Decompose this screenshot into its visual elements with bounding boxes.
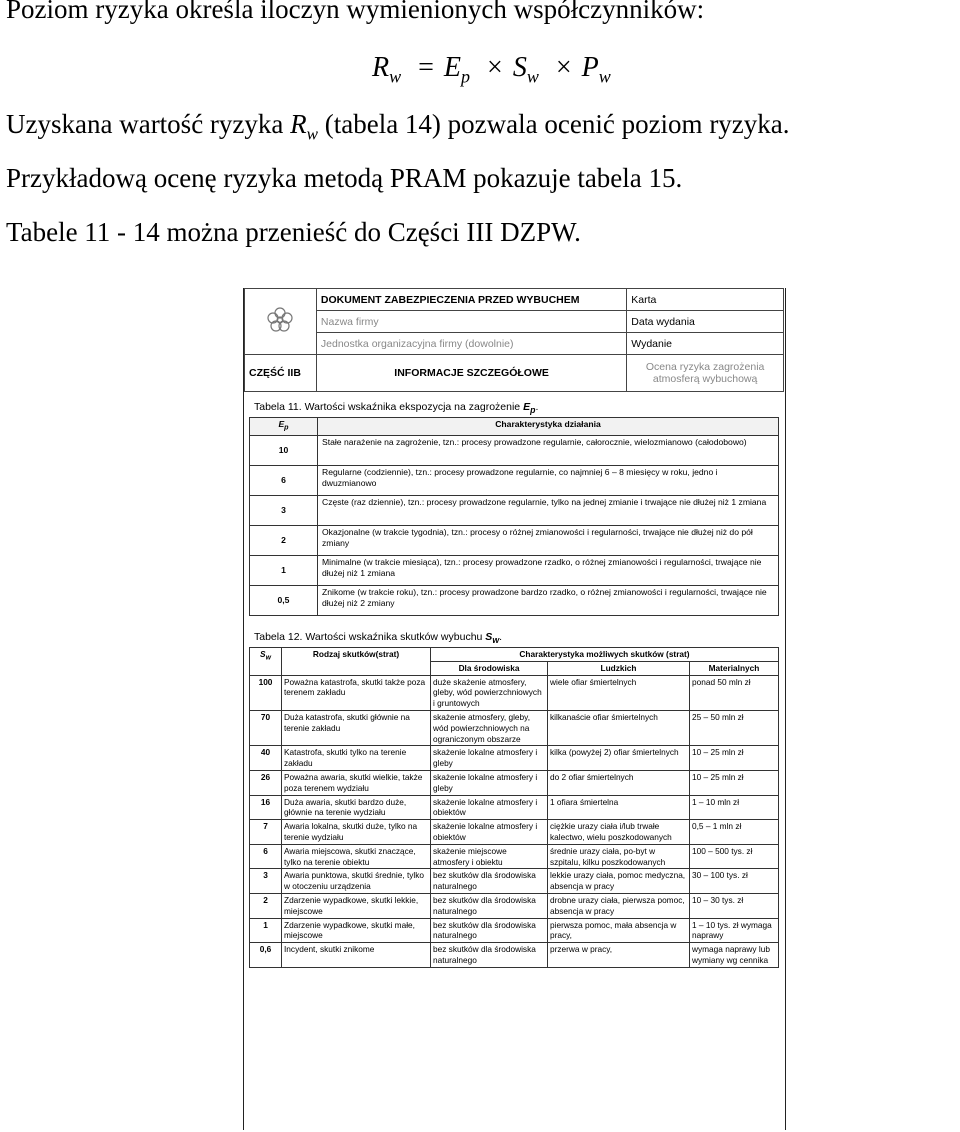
document-title: DOKUMENT ZABEZPIECZENIA PRZED WYBUCHEM [316, 289, 626, 311]
caption-symbol: S [485, 631, 493, 643]
table-header-row [250, 648, 779, 662]
caption-dot: . [499, 631, 503, 643]
environment-effect: skażenie lokalne atmosfery i obiektów [431, 820, 548, 845]
table-row [250, 555, 779, 585]
table11-caption [254, 401, 538, 415]
formula-times: × [487, 52, 503, 83]
rw-symbol: R [290, 109, 307, 139]
col-header-ep [250, 418, 318, 436]
table-row [250, 893, 779, 918]
consequence-kind: Awaria lokalna, skutki duże, tylko na terenie wydziału [282, 820, 431, 845]
caption-dot: . [535, 401, 539, 413]
caption-symbol-sub: p [530, 405, 536, 416]
environment-effect: skażenie miejscowe atmosfery i obiektu [431, 844, 548, 869]
ep-value: 0,5 [250, 585, 318, 615]
ep-description: Znikome (w trakcie roku), tzn.: procesy prowadzone bardzo rzadko, o różnej zmianowości i regularności, trwające nie dłużej niż 2 zmiany [318, 585, 779, 615]
material-effect: ponad 50 mln zł [690, 675, 779, 710]
consequence-kind: Katastrofa, skutki tylko na terenie zakładu [282, 746, 431, 771]
human-effect: lekkie urazy ciała, pomoc medyczna, absencja w pracy [548, 869, 690, 894]
material-effect: 25 – 50 mln zł [690, 710, 779, 745]
paragraph-line: Przykładową ocenę ryzyka metodą PRAM pokazuje tabela 15. [6, 163, 683, 193]
material-effect: 100 – 500 tys. zł [690, 844, 779, 869]
human-effect: do 2 ofiar śmiertelnych [548, 770, 690, 795]
table-header-row [250, 418, 779, 436]
table-row [250, 495, 779, 525]
material-effect: 10 – 25 mln zł [690, 770, 779, 795]
ep-description: Okazjonalne (w trakcie tygodnia), tzn.: procesy o różnej zmianowości i regularności, trwające nie dłużej niż do pół zmiany [318, 525, 779, 555]
company-name-placeholder: Nazwa firmy [316, 311, 626, 333]
risk-formula [372, 52, 611, 88]
material-effect: 1 – 10 mln zł [690, 795, 779, 820]
formula-sw-sub: w [526, 66, 539, 87]
ep-description: Częste (raz dziennie), tzn.: procesy prowadzone regularnie, tylko na jednej zmianie i trwające nie dłużej niż 1 zmiana [318, 495, 779, 525]
sw-value: 1 [250, 918, 282, 943]
table11 [249, 417, 779, 616]
card-label: Karta [627, 289, 784, 311]
formula-rw: R [372, 52, 390, 83]
material-effect: 30 – 100 tys. zł [690, 869, 779, 894]
consequence-kind: Duża katastrofa, skutki głównie na terenie zakładu [282, 710, 431, 745]
paragraph-text: Uzyskana wartość ryzyka [6, 109, 291, 139]
environment-effect: bez skutków dla środowiska naturalnego [431, 893, 548, 918]
consequence-kind: Awaria punktowa, skutki średnie, tylko w otoczeniu urządzenia [282, 869, 431, 894]
material-effect: wymaga naprawy lub wymiany wg cennika [690, 943, 779, 968]
human-effect: drobne urazy ciała, pierwsza pomoc, absencja w pracy [548, 893, 690, 918]
ep-value: 1 [250, 555, 318, 585]
table-row [250, 746, 779, 771]
header-symbol: E [278, 419, 285, 429]
environment-effect: skażenie lokalne atmosfery i gleby [431, 770, 548, 795]
caption-symbol-sub: w [492, 635, 500, 646]
edition-label: Wydanie [627, 333, 784, 355]
scanned-document [243, 288, 786, 1130]
table12 [249, 647, 779, 968]
formula-times: × [555, 52, 572, 83]
ep-description: Stałe narażenie na zagrożenie, tzn.: procesy prowadzone regularnie, całorocznie, wielozmianowo (całodobowo) [318, 435, 779, 465]
table-row [250, 918, 779, 943]
ep-description: Regularne (codziennie), tzn.: procesy prowadzone regularnie, co najmniej 6 – 8 miesięcy w roku, jedno i dwuzmianowo [318, 465, 779, 495]
table-row [250, 675, 779, 710]
document-header [244, 288, 784, 392]
consequence-kind: Zdarzenie wypadkowe, skutki lekkie, miejscowe [282, 893, 431, 918]
paragraph-text: (tabela 14) pozwala ocenić poziom ryzyka. [317, 109, 790, 139]
consequence-kind: Awaria miejscowa, skutki znaczące, tylko na terenie obiektu [282, 844, 431, 869]
environment-effect: skażenie atmosfery, gleby, wód powierzchniowych na ograniczonym obszarze [431, 710, 548, 745]
human-effect: 1 ofiara śmiertelna [548, 795, 690, 820]
consequence-kind: Poważna katastrofa, skutki także poza terenem zakładu [282, 675, 431, 710]
material-effect: 0,5 – 1 mln zł [690, 820, 779, 845]
ep-value: 3 [250, 495, 318, 525]
consequence-kind: Zdarzenie wypadkowe, skutki małe, miejscowe [282, 918, 431, 943]
human-effect: kilkanaście ofiar śmiertelnych [548, 710, 690, 745]
flower-logo-icon [266, 306, 294, 334]
header-symbol-sub: p [284, 423, 289, 432]
material-effect: 10 – 25 mln zł [690, 746, 779, 771]
sw-value: 26 [250, 770, 282, 795]
sw-value: 7 [250, 820, 282, 845]
org-unit-placeholder: Jednostka organizacyjna firmy (dowolnie) [316, 333, 626, 355]
formula-rw-sub: w [389, 66, 402, 87]
issue-date-label: Data wydania [627, 311, 784, 333]
part-label: CZĘŚĆ IIB [245, 355, 317, 392]
table-row [250, 465, 779, 495]
human-effect: kilka (powyżej 2) ofiar śmiertelnych [548, 746, 690, 771]
formula-ep-sub: p [461, 66, 471, 87]
paragraph-line [6, 109, 790, 144]
info-label: INFORMACJE SZCZEGÓŁOWE [316, 355, 626, 392]
formula-pw-sub: w [598, 66, 611, 87]
ep-value: 2 [250, 525, 318, 555]
formula-equals: = [418, 52, 434, 83]
formula-sw: S [512, 52, 527, 83]
sw-value: 100 [250, 675, 282, 710]
environment-effect: skażenie lokalne atmosfery i gleby [431, 746, 548, 771]
table-row [250, 525, 779, 555]
logo [245, 289, 317, 355]
col-header-kind: Rodzaj skutków(strat) [282, 648, 431, 676]
environment-effect: duże skażenie atmosfery, gleby, wód powierzchniowych i gruntowych [431, 675, 548, 710]
table-row [250, 770, 779, 795]
col-header-material: Materialnych [690, 661, 779, 675]
col-header-group: Charakterystyka możliwych skutków (strat) [431, 648, 779, 662]
table-row [250, 710, 779, 745]
rw-symbol-sub: w [306, 124, 318, 144]
human-effect: przerwa w pracy, [548, 943, 690, 968]
intro-text: Poziom ryzyka określa iloczyn wymienionych współczynników: [6, 0, 705, 24]
sw-value: 40 [250, 746, 282, 771]
consequence-kind: Incydent, skutki znikome [282, 943, 431, 968]
table-row [250, 844, 779, 869]
sw-value: 70 [250, 710, 282, 745]
sw-value: 6 [250, 844, 282, 869]
sw-value: 0,6 [250, 943, 282, 968]
table12-caption [254, 631, 502, 645]
ep-value: 10 [250, 435, 318, 465]
human-effect: ciężkie urazy ciała i/lub trwałe kalectwo, wielu poszkodowanych [548, 820, 690, 845]
consequence-kind: Poważna awaria, skutki wielkie, także poza terenem wydziału [282, 770, 431, 795]
material-effect: 10 – 30 tys. zł [690, 893, 779, 918]
sw-value: 2 [250, 893, 282, 918]
environment-effect: bez skutków dla środowiska naturalnego [431, 943, 548, 968]
table-row [250, 435, 779, 465]
table-row [250, 869, 779, 894]
environment-effect: bez skutków dla środowiska naturalnego [431, 869, 548, 894]
material-effect: 1 – 10 tys. zł wymaga naprawy [690, 918, 779, 943]
consequence-kind: Duża awaria, skutki bardzo duże, głównie na terenie wydziału [282, 795, 431, 820]
ep-value: 6 [250, 465, 318, 495]
table-row [250, 820, 779, 845]
table-row [250, 585, 779, 615]
col-header-sw [250, 648, 282, 676]
assessment-label: Ocena ryzyka zagrożenia atmosferą wybuchową [627, 355, 784, 392]
human-effect: średnie urazy ciała, po-byt w szpitalu, kilku poszkodowanych [548, 844, 690, 869]
col-header-desc: Charakterystyka działania [318, 418, 779, 436]
header-symbol-sub: w [265, 654, 271, 662]
caption-text: Tabela 12. Wartości wskaźnika skutków wybuchu [254, 631, 486, 643]
ep-description: Minimalne (w trakcie miesiąca), tzn.: procesy prowadzone rzadko, o różnej zmianowości i regularności, trwające nie dłużej niż 1 zmiana [318, 555, 779, 585]
sw-value: 16 [250, 795, 282, 820]
environment-effect: bez skutków dla środowiska naturalnego [431, 918, 548, 943]
header-symbol: S [260, 649, 266, 659]
human-effect: wiele ofiar śmiertelnych [548, 675, 690, 710]
human-effect: pierwsza pomoc, mała absencja w pracy, [548, 918, 690, 943]
formula-pw: P [581, 52, 599, 83]
col-header-env: Dla środowiska [431, 661, 548, 675]
table-row [250, 795, 779, 820]
environment-effect: skażenie lokalne atmosfery i obiektów [431, 795, 548, 820]
caption-symbol: E [523, 401, 531, 413]
formula-ep: E [443, 52, 462, 83]
sw-value: 3 [250, 869, 282, 894]
caption-text: Tabela 11. Wartości wskaźnika ekspozycja na zagrożenie [254, 401, 524, 413]
paragraph-line: Tabele 11 - 14 można przenieść do Części III DZPW. [6, 217, 581, 247]
table-row [250, 943, 779, 968]
col-header-people: Ludzkich [548, 661, 690, 675]
